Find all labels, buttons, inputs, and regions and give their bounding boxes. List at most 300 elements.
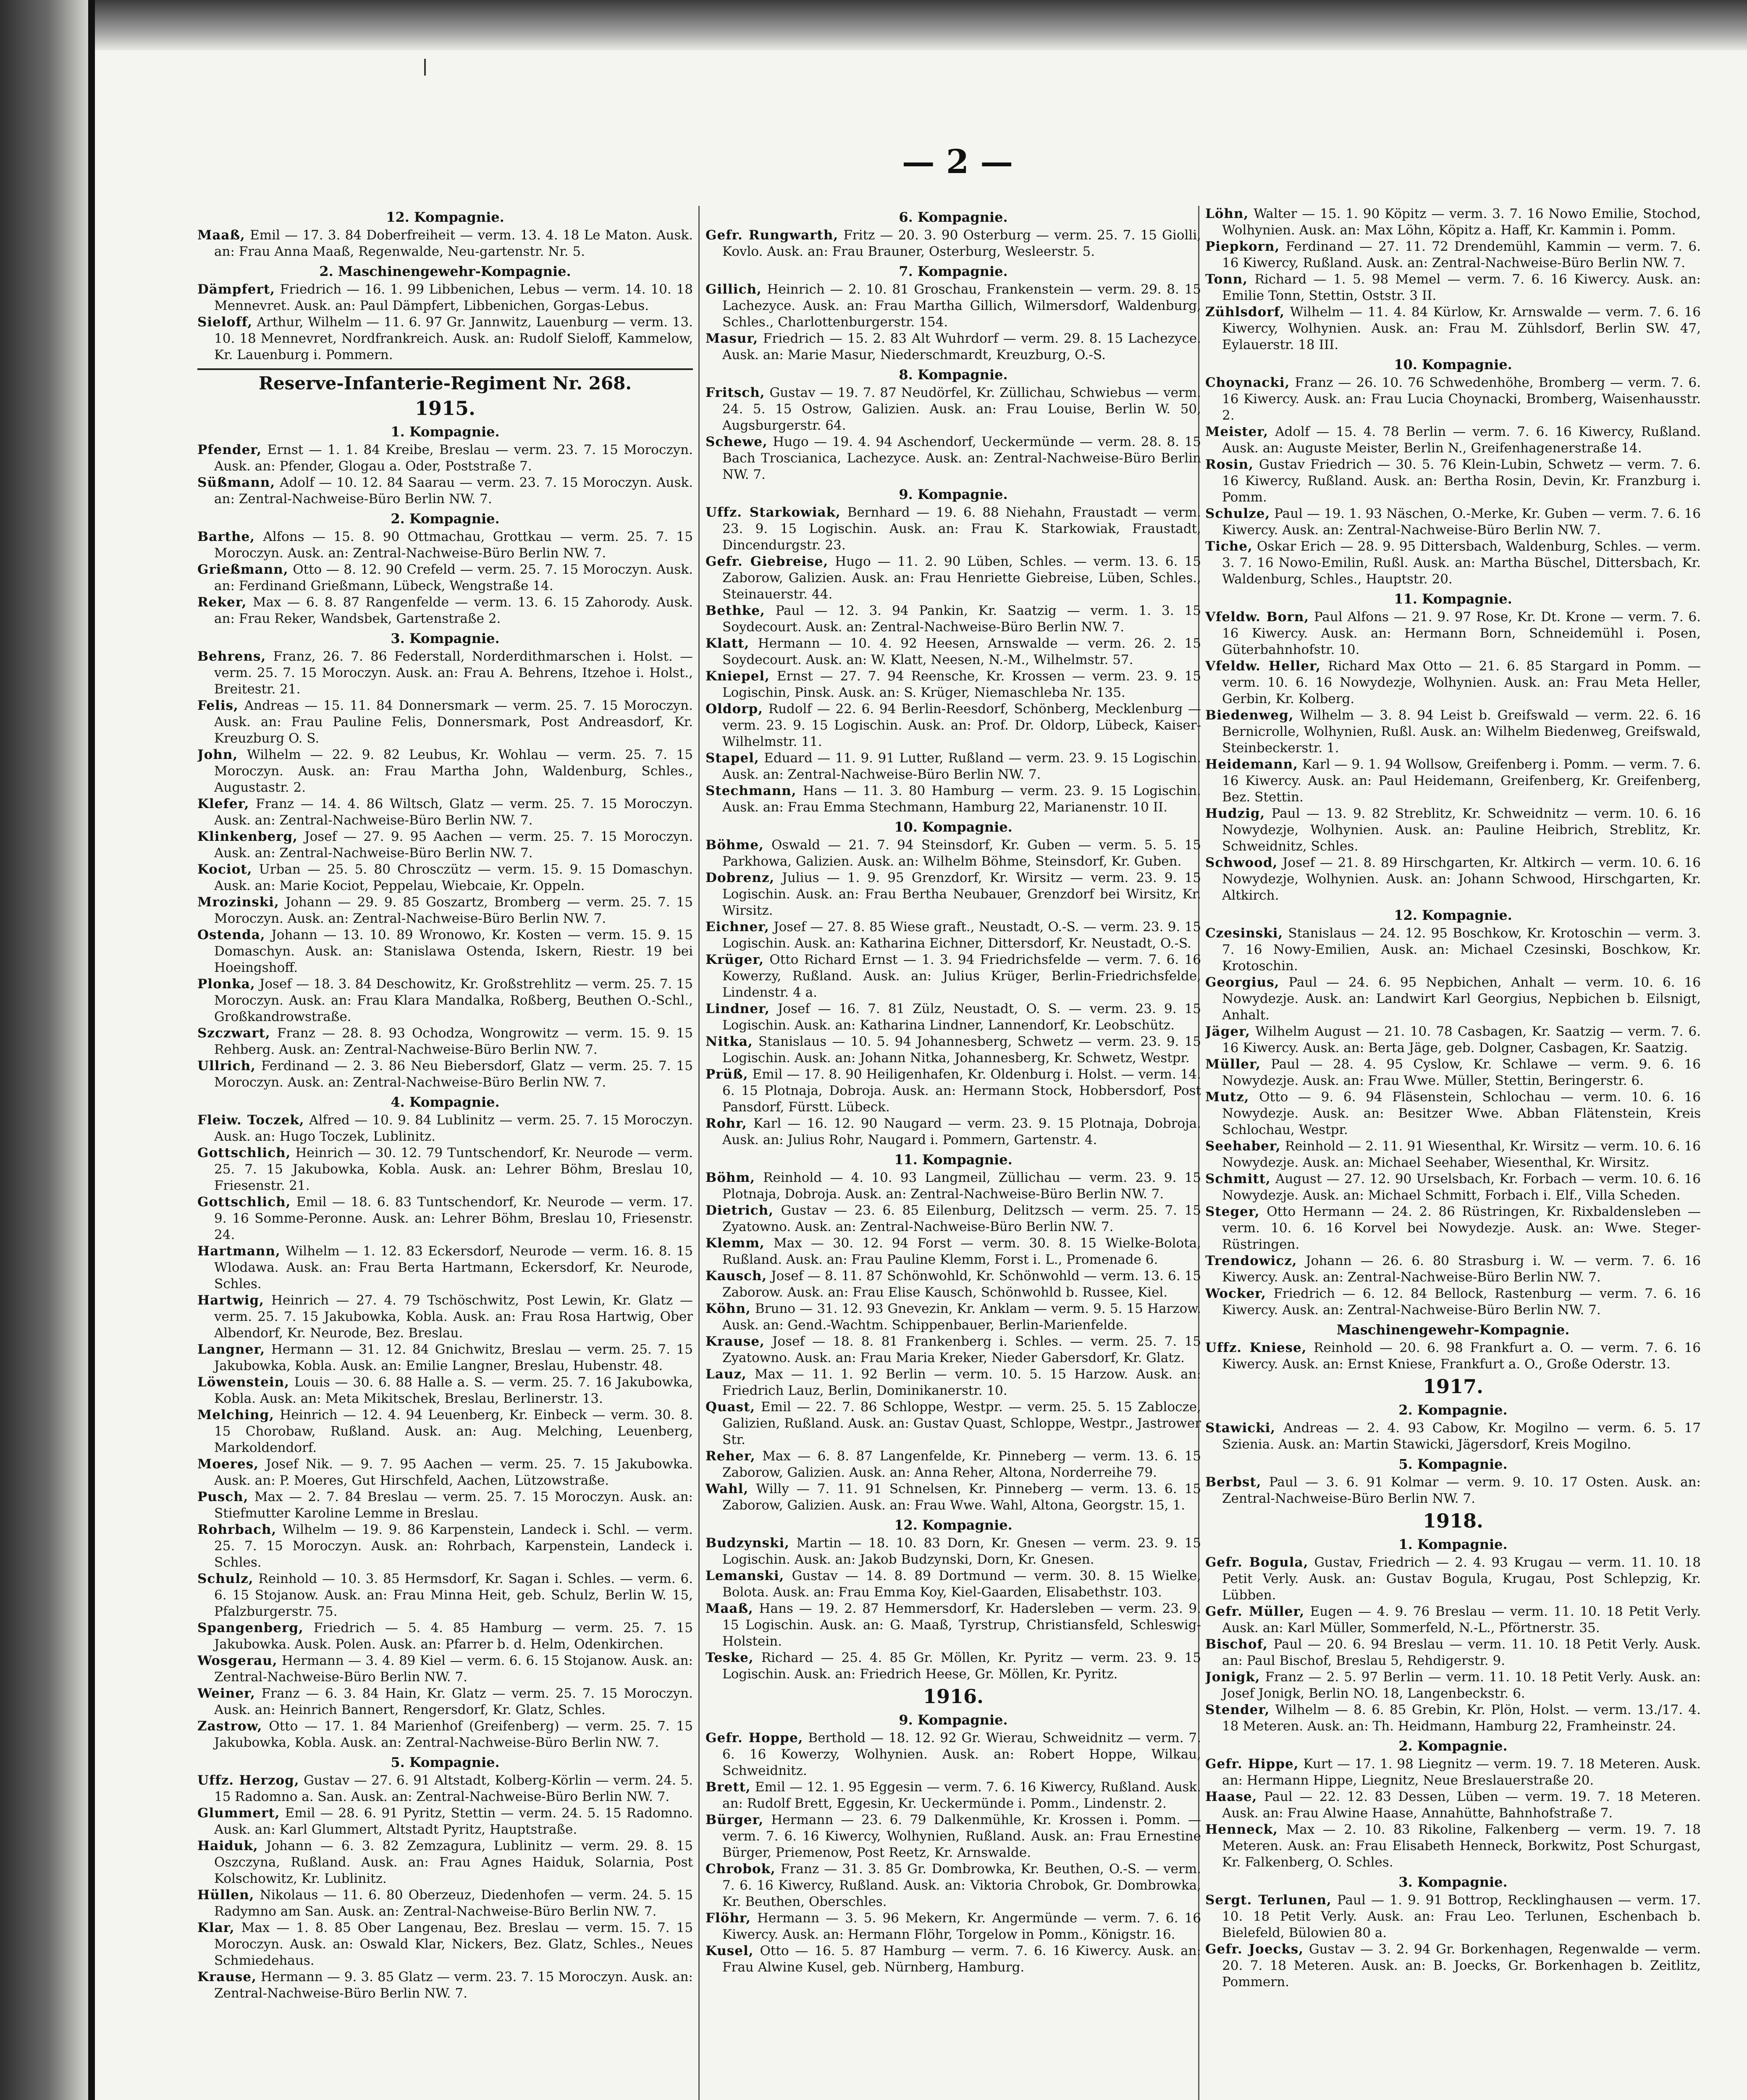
list-entry [197, 1685, 693, 1718]
entry-details: Bruno — 31. 12. 93 Gnevezin, Kr. Anklam — verm. 9. 5. 15 Harzow. Ausk. an: Gend.-Wachtm. Schippenbauer, Berlin-Marienfelde. [722, 1301, 1201, 1333]
entry-name: Löhn, [1205, 206, 1249, 221]
entry-details: Emil — 17. 3. 84 Doberfreiheit — verm. 13. 4. 18 Le Maton. Ausk. an: Frau Anna Maaß, Regenwalde, Neu-gartenstr. Nr. 5. [214, 228, 693, 259]
list-entry [706, 1170, 1201, 1202]
entry-details: Josef — 8. 11. 87 Schönwohld, Kr. Schönwohld — verm. 13. 6. 15 Zaborow. Ausk. an: Frau Elise Kausch, Schönwohld b. Russee, Kiel. [722, 1268, 1201, 1300]
entry-name: Lauz, [706, 1367, 747, 1382]
entry-details: Stanislaus — 24. 12. 95 Boschkow, Kr. Krotoschin — verm. 3. 7. 16 Nowy-Emilien, Ausk. an: Michael Czesinski, Boschkow, Kr. Krotoschin. [1222, 926, 1701, 974]
list-entry [1205, 304, 1701, 353]
list-entry [1205, 756, 1701, 806]
list-entry [197, 1571, 693, 1620]
list-entry [197, 861, 693, 894]
list-entry [197, 1243, 693, 1292]
list-entry [197, 442, 693, 475]
entry-name: Gefr. Rungwarth, [706, 228, 839, 243]
entry-name: Rohrbach, [197, 1522, 277, 1537]
entry-name: Nitka, [706, 1034, 753, 1049]
entry-name: Fritsch, [706, 385, 765, 400]
company-heading: 7. Kompagnie. [899, 263, 1008, 279]
entry-name: Hüllen, [197, 1887, 254, 1903]
list-entry [197, 1456, 693, 1489]
list-entry [1205, 375, 1701, 424]
entry-details: Paul — 13. 9. 82 Streblitz, Kr. Schweidnitz — verm. 10. 6. 16 Nowydezje, Wolhynien. Ausk. an: Pauline Heibrich, Streblitz, Kr. Schweidnitz, Schles. [1222, 806, 1701, 854]
entry-name: Hudzig, [1205, 806, 1265, 821]
company-heading: 12. Kompagnie. [894, 1517, 1013, 1533]
entry-name: Choynacki, [1205, 375, 1290, 390]
list-entry [706, 952, 1201, 1001]
list-entry [1205, 1702, 1701, 1735]
entry-details: Josef — 21. 8. 89 Hirschgarten, Kr. Altkirch — verm. 10. 6. 16 Nowydezje, Wolhynien. Ausk. an: Johann Schwood, Hirschgarten, Kr. Altkirch. [1222, 855, 1701, 903]
entry-details: Reinhold — 20. 6. 98 Frankfurt a. O. — verm. 7. 6. 16 Kiwercy. Ausk. an: Ernst Kniese, Frankfurt a. O., Große Oderstr. 13. [1222, 1340, 1701, 1372]
entry-name: Gefr. Müller, [1205, 1604, 1305, 1619]
list-entry [706, 1116, 1201, 1148]
entry-details: Paul — 24. 6. 95 Nepbichen, Anhalt — verm. 10. 6. 16 Nowydezje. Ausk. an: Landwirt Karl Georgius, Nepbichen b. Eilsnigt, Anhalt. [1222, 975, 1701, 1023]
entry-name: Dobrenz, [706, 870, 775, 885]
entry-details: Max — 11. 1. 92 Berlin — verm. 10. 5. 15 Harzow. Ausk. an: Friedrich Lauz, Berlin, Dominikanerstr. 10. [722, 1367, 1201, 1398]
entry-name: Prüß, [706, 1067, 748, 1082]
column-3 [1205, 206, 1701, 2100]
entry-name: Vfeldw. Heller, [1205, 659, 1321, 674]
entry-details: Heinrich — 2. 10. 81 Groschau, Frankenstein — verm. 29. 8. 15 Lachezyce. Ausk. an: Frau Martha Gillich, Wilmersdorf, Waldenburg, Schles., Charlottenburgerstr. 154. [722, 282, 1201, 330]
list-entry [197, 314, 693, 363]
list-entry [706, 1481, 1201, 1514]
entry-details: Rudolf — 22. 6. 94 Berlin-Reesdorf, Schönberg, Mecklenburg — verm. 23. 9. 15 Logischin. Ausk. an: Prof. Dr. Oldorp, Lübeck, Kaiser-Wilhelmstr. 11. [722, 701, 1201, 749]
list-entry [706, 1268, 1201, 1301]
entry-details: Gustav — 3. 2. 94 Gr. Borkenhagen, Regenwalde — verm. 20. 7. 18 Meteren. Ausk. an: B. Joecks, Gr. Borkenhagen b. Zeitlitz, Pommern. [1222, 1942, 1701, 1990]
list-entry [1205, 1554, 1701, 1604]
entry-name: Gottschlich, [197, 1194, 291, 1210]
entry-details: Hermann — 23. 6. 79 Dalkenmühle, Kr. Krossen i. Pomm. — verm. 7. 6. 16 Kiwercy, Wolhynien, Rußland. Ausk. an: Frau Ernestine Bürger, Priemenow, Post Reetz, Kr. Arnswalde. [722, 1812, 1201, 1860]
entry-name: Bethke, [706, 603, 765, 618]
entry-details: Wilhelm — 11. 4. 84 Kürlow, Kr. Arnswalde — verm. 7. 6. 16 Kiwercy, Wolhynien. Ausk. an: Frau M. Zühlsdorf, Berlin SW. 47, Eylauerstr. 18 III. [1222, 304, 1701, 352]
entry-name: Sergt. Terlunen, [1205, 1893, 1332, 1908]
entry-name: Dietrich, [706, 1203, 774, 1218]
list-entry [706, 1301, 1201, 1334]
list-entry [706, 668, 1201, 701]
list-entry [197, 1920, 693, 1969]
entry-details: Stanislaus — 10. 5. 94 Johannesberg, Schwetz — verm. 23. 9. 15 Logischin. Ausk. an: Johann Nitka, Johannesberg, Kr. Schwetz, Westpr. [722, 1034, 1201, 1066]
list-entry [197, 1522, 693, 1571]
entry-details: Paul Alfons — 21. 9. 97 Rose, Kr. Dt. Krone — verm. 7. 6. 16 Kiwercy. Ausk. an: Hermann Born, Schneidemühl i. Posen, Güterbahnhofstr. 10. [1222, 609, 1701, 657]
list-entry [1205, 609, 1701, 658]
entry-details: Friedrich — 16. 1. 99 Libbenichen, Lebus — verm. 14. 10. 18 Mennevret. Ausk. an: Paul Dämpfert, Libbenichen, Gorgas-Lebus. [214, 282, 693, 313]
entry-name: Ostenda, [197, 927, 265, 942]
entry-details: Gustav Friedrich — 30. 5. 76 Klein-Lubin, Schwetz — verm. 7. 6. 16 Kiwercy, Rußland. Ausk. an: Bertha Rosin, Devin, Kr. Franzburg i. Pomm. [1222, 457, 1701, 505]
list-entry [197, 475, 693, 507]
entry-name: Hartmann, [197, 1244, 281, 1259]
list-entry [706, 1399, 1201, 1448]
entry-name: Pusch, [197, 1489, 249, 1504]
entry-name: Mrozinski, [197, 895, 279, 910]
year-heading: 1916. [923, 1685, 984, 1708]
list-entry [197, 1374, 693, 1407]
entry-name: Uffz. Kniese, [1205, 1340, 1307, 1355]
list-entry [706, 701, 1201, 750]
entry-details: Julius — 1. 9. 95 Grenzdorf, Kr. Wirsitz — verm. 23. 9. 15 Logischin. Ausk. an: Frau Bertha Neubauer, Grenzdorf bei Wirsitz, Kr. Wirsitz. [722, 870, 1201, 918]
entry-name: Gefr. Hippe, [1205, 1756, 1299, 1772]
entry-details: Franz — 14. 4. 86 Wiltsch, Glatz — verm. 25. 7. 15 Moroczyn. Ausk. an: Zentral-Nachweise-Büro Berlin NW. 7. [214, 796, 693, 828]
list-entry [706, 434, 1201, 483]
entry-details: Adolf — 10. 12. 84 Saarau — verm. 23. 7. 15 Moroczyn. Ausk. an: Zentral-Nachweise-Büro Berlin NW. 7. [214, 475, 693, 507]
entry-name: Bischof, [1205, 1637, 1268, 1652]
entry-name: Hartwig, [197, 1293, 264, 1308]
entry-name: Schulze, [1205, 506, 1270, 521]
entry-details: Berthold — 18. 12. 92 Gr. Wierau, Schweidnitz — verm. 7. 6. 16 Kowerzy, Wolhynien. Ausk. an: Robert Hoppe, Wilkau, Schweidnitz. [722, 1730, 1201, 1778]
entry-name: Tiche, [1205, 539, 1253, 554]
entry-name: Zühlsdorf, [1205, 304, 1285, 320]
list-entry [1205, 424, 1701, 457]
list-entry [197, 529, 693, 562]
entry-name: Reker, [197, 595, 247, 610]
entry-name: Stender, [1205, 1702, 1270, 1717]
list-entry [197, 1058, 693, 1091]
entry-name: Behrens, [197, 649, 266, 664]
company-heading: 1. Kompagnie. [1398, 1536, 1508, 1552]
entry-name: Barthe, [197, 529, 255, 544]
entry-name: Krause, [706, 1334, 765, 1349]
list-entry [1205, 1024, 1701, 1056]
list-entry [197, 1341, 693, 1374]
entry-name: Schwood, [1205, 855, 1278, 870]
entry-name: Müller, [1205, 1057, 1261, 1072]
entry-name: Moeres, [197, 1457, 259, 1472]
company-heading: 2. Kompagnie. [1398, 1738, 1508, 1754]
list-entry [706, 1943, 1201, 1976]
list-entry [1205, 1636, 1701, 1669]
list-entry [197, 648, 693, 698]
list-entry [706, 837, 1201, 870]
entry-name: Czesinski, [1205, 926, 1283, 941]
list-entry [197, 1025, 693, 1058]
entry-name: Rohr, [706, 1116, 747, 1131]
entry-name: Schulz, [197, 1571, 254, 1586]
entry-name: Oldorp, [706, 701, 763, 717]
entry-details: Wilhelm — 19. 9. 86 Karpenstein, Landeck i. Schl. — verm. 25. 7. 15 Moroczyn. Ausk. an: Rohrbach, Karpenstein, Landeck i. Schles. [214, 1522, 693, 1570]
entry-name: Biedenweg, [1205, 708, 1294, 723]
list-entry [197, 796, 693, 829]
entry-details: Heinrich — 30. 12. 79 Tuntschendorf, Kr. Neurode — verm. 25. 7. 15 Jakubowka, Kobla. Ausk. an: Lehrer Böhm, Breslau 10, Friesenstr. 21. [214, 1145, 693, 1193]
entry-name: Bürger, [706, 1812, 764, 1827]
entry-details: Gustav — 14. 8. 89 Dortmund — verm. 30. 8. 15 Wielke, Bolota. Ausk. an: Frau Emma Koy, Kiel-Gaarden, Elisabethstr. 103. [722, 1568, 1201, 1600]
entry-details: Max — 2. 10. 83 Rikoline, Falkenberg — verm. 19. 7. 18 Meteren. Ausk. an: Frau Elisabeth Henneck, Borkwitz, Post Schurgast, Kr. Falkenberg, O. Schles. [1222, 1822, 1701, 1870]
regiment-heading: Reserve-Infanterie-Regiment Nr. 268. [197, 368, 693, 394]
entry-details: Wilhelm — 1. 12. 83 Eckersdorf, Neurode — verm. 16. 8. 15 Wlodawa. Ausk. an: Frau Berta Hartmann, Eckersdorf, Kr. Neurode, Schles. [214, 1244, 693, 1292]
list-entry [706, 554, 1201, 603]
entry-details: Hermann — 9. 3. 85 Glatz — verm. 23. 7. 15 Moroczyn. Ausk. an: Zentral-Nachweise-Büro Berlin NW. 7. [214, 1969, 693, 2001]
entry-details: Otto Hermann — 24. 2. 86 Rüstringen, Kr. Rixbaldensleben — verm. 10. 6. 16 Korvel bei Nowydezje. Ausk. an: Wwe. Steger-Rüstringen. [1222, 1204, 1701, 1252]
entry-details: Otto — 9. 6. 94 Fläsenstein, Schlochau — verm. 10. 6. 16 Nowydezje. Ausk. an: Besitzer Wwe. Abban Flätenstein, Kreis Schlochau, Westpr. [1222, 1089, 1701, 1137]
entry-details: Hermann — 10. 4. 92 Heesen, Arnswalde — verm. 26. 2. 15 Soydecourt. Ausk. an: W. Klatt, Neesen, N.-M., Wilhelmstr. 57. [722, 636, 1201, 667]
entry-name: Köhn, [706, 1301, 751, 1316]
company-heading: 2. Kompagnie. [391, 511, 500, 527]
entry-name: Jäger, [1205, 1024, 1251, 1039]
list-entry [197, 1772, 693, 1805]
entry-details: Wilhelm — 22. 9. 82 Leubus, Kr. Wohlau — verm. 25. 7. 15 Moroczyn. Ausk. an: Frau Martha John, Waldenburg, Schles., Augustastr. 2. [214, 747, 693, 795]
list-entry [197, 1718, 693, 1751]
entry-details: Emil — 12. 1. 95 Eggesin — verm. 7. 6. 16 Kiwercy, Rußland. Ausk. an: Rudolf Brett, Eggesin, Kr. Ueckermünde i. Pomm., Lindenstr. 2. [722, 1780, 1201, 1811]
entry-details: Alfred — 10. 9. 84 Lublinitz — verm. 25. 7. 15 Moroczyn. Ausk. an: Hugo Toczek, Lublinitz. [214, 1113, 693, 1144]
list-entry [1205, 1604, 1701, 1636]
entry-details: Hermann — 31. 12. 84 Gnichwitz, Breslau — verm. 25. 7. 15 Jakubowka, Kobla. Ausk. an: Emilie Langner, Breslau, Hubenstr. 48. [214, 1342, 693, 1373]
company-heading: 2. Kompagnie. [1398, 1402, 1508, 1418]
entry-name: Lemanski, [706, 1568, 784, 1583]
scan-edge-line [88, 0, 95, 2100]
year-heading: 1918. [1422, 1509, 1484, 1532]
entry-name: Teske, [706, 1650, 754, 1665]
company-heading: 11. Kompagnie. [1394, 591, 1512, 607]
entry-name: Henneck, [1205, 1822, 1278, 1837]
list-entry [706, 1535, 1201, 1568]
entry-details: Otto — 16. 5. 87 Hamburg — verm. 7. 6. 16 Kiwercy. Ausk. an: Frau Alwine Kusel, geb. Nürnberg, Hamburg. [722, 1943, 1201, 1975]
entry-name: Gefr. Joecks, [1205, 1942, 1304, 1957]
list-entry [706, 1448, 1201, 1481]
entry-name: Stechmann, [706, 783, 797, 798]
entry-details: Johann — 26. 6. 80 Strasburg i. W. — verm. 7. 6. 16 Kiwercy. Ausk. an: Zentral-Nachweise-Büro Berlin NW. 7. [1222, 1253, 1701, 1285]
list-entry [197, 1194, 693, 1243]
list-entry [1205, 1253, 1701, 1286]
entry-details: Johann — 29. 9. 85 Goszartz, Bromberg — verm. 25. 7. 15 Moroczyn. Ausk. an: Zentral-Nachweise-Büro Berlin NW. 7. [214, 895, 693, 926]
entry-name: Kociot, [197, 862, 252, 877]
entry-details: Emil — 17. 8. 90 Heiligenhafen, Kr. Oldenburg i. Holst. — verm. 14. 6. 15 Plotnaja, Dobroja. Ausk. an: Hermann Stock, Hobbersdorf, Post Pansdorf, Fürstt. Lübeck. [722, 1067, 1201, 1115]
company-heading: 2. Maschinengewehr-Kompagnie. [319, 263, 571, 279]
entry-name: Lindner, [706, 1001, 770, 1016]
entry-details: Richard Max Otto — 21. 6. 85 Stargard in Pomm. — verm. 10. 6. 16 Nowydezje, Wolhynien. Ausk. an: Frau Meta Heller, Gerbin, Kr. Kolberg. [1222, 659, 1701, 706]
entry-name: Klatt, [706, 636, 750, 651]
company-heading: 5. Kompagnie. [391, 1754, 500, 1770]
entry-name: Grießmann, [197, 562, 289, 577]
list-entry [1205, 1941, 1701, 1990]
page-header: — 2 — [902, 143, 1013, 181]
entry-name: Seehaber, [1205, 1139, 1281, 1154]
list-entry [1205, 1138, 1701, 1171]
entry-name: Kniepel, [706, 669, 770, 684]
list-entry [197, 1838, 693, 1887]
entry-name: Glummert, [197, 1806, 280, 1821]
entry-name: Reher, [706, 1449, 755, 1464]
entry-name: Heidemann, [1205, 757, 1298, 772]
entry-details: Paul — 12. 3. 94 Pankin, Kr. Saatzig — verm. 1. 3. 15 Soydecourt. Ausk. an: Zentral-Nachweise-Büro Berlin NW. 7. [722, 603, 1201, 635]
company-heading: 3. Kompagnie. [1398, 1874, 1508, 1890]
list-entry [706, 504, 1201, 554]
entry-name: Pfender, [197, 442, 262, 457]
entry-details: Reinhold — 10. 3. 85 Hermsdorf, Kr. Sagan i. Schles. — verm. 6. 6. 15 Stojanow. Ausk. an: Frau Minna Heit, geb. Schulz, Berlin W. 15, Pfalzburgerstr. 75. [214, 1571, 693, 1619]
entry-details: Ferdinand — 2. 3. 86 Neu Biebersdorf, Glatz — verm. 25. 7. 15 Moroczyn. Ausk. an: Zentral-Nachweise-Büro Berlin NW. 7. [214, 1058, 693, 1090]
list-entry [197, 698, 693, 747]
company-heading: 4. Kompagnie. [391, 1094, 500, 1110]
entry-details: Adolf — 15. 4. 78 Berlin — verm. 7. 6. 16 Kiwercy, Rußland. Ausk. an: Auguste Meister, Berlin N., Greifenhagenerstraße 14. [1222, 424, 1701, 456]
entry-name: Klefer, [197, 796, 249, 811]
entry-name: Klinkenberg, [197, 829, 298, 844]
entry-details: Hugo — 19. 4. 94 Aschendorf, Ueckermünde — verm. 28. 8. 15 Bach Troscianica, Lachezyce. Ausk. an: Zentral-Nachweise-Büro Berlin NW. 7. [722, 434, 1201, 482]
entry-name: Mutz, [1205, 1089, 1249, 1105]
list-entry [197, 227, 693, 260]
list-entry [706, 1812, 1201, 1861]
entry-name: John, [197, 747, 238, 762]
entry-name: Brett, [706, 1780, 751, 1795]
entry-details: Wilhelm — 8. 6. 85 Grebin, Kr. Plön, Holst. — verm. 13./17. 4. 18 Meteren. Ausk. an: Th. Heidmann, Hamburg 22, Framheinstr. 24. [1222, 1702, 1701, 1734]
company-heading: 1. Kompagnie. [391, 424, 500, 440]
entry-details: Paul — 19. 1. 93 Näschen, O.-Merke, Kr. Guben — verm. 7. 6. 16 Kiwercy. Ausk. an: Zentral-Nachweise-Büro Berlin NW. 7. [1222, 506, 1701, 538]
entry-name: Klar, [197, 1920, 235, 1935]
entry-details: Franz — 26. 10. 76 Schwedenhöhe, Bromberg — verm. 7. 6. 16 Kiwercy. Ausk. an: Frau Lucia Choynacki, Bromberg, Waisenhausstr. 2. [1222, 375, 1701, 423]
entry-name: Wahl, [706, 1481, 749, 1496]
entry-name: Maaß, [706, 1601, 753, 1616]
list-entry [1205, 1892, 1701, 1941]
list-entry [1205, 1171, 1701, 1204]
entry-name: Georgius, [1205, 975, 1280, 990]
list-entry [706, 1034, 1201, 1066]
entry-name: Berbst, [1205, 1475, 1262, 1490]
entry-details: Ferdinand — 27. 11. 72 Drendemühl, Kammin — verm. 7. 6. 16 Kiwercy, Rußland. Ausk. an: Zentral-Nachweise-Büro Berlin NW. 7. [1222, 239, 1701, 270]
entry-name: Haase, [1205, 1789, 1257, 1804]
list-entry [706, 1861, 1201, 1910]
entry-details: Otto — 8. 12. 90 Crefeld — verm. 25. 7. 15 Moroczyn. Ausk. an: Ferdinand Grießmann, Lübeck, Wengstraße 14. [214, 562, 693, 593]
list-entry [197, 1145, 693, 1194]
entry-name: Uffz. Starkowiak, [706, 505, 841, 520]
list-entry [1205, 506, 1701, 538]
list-entry [706, 1366, 1201, 1399]
year-heading: 1915. [414, 397, 476, 420]
entry-details: Max — 30. 12. 94 Forst — verm. 30. 8. 15 Wielke-Bolota, Rußland. Ausk. an: Frau Pauline Klemm, Forst i. L., Promenade 6. [722, 1236, 1201, 1267]
entry-details: Josef Nik. — 9. 7. 95 Aachen — verm. 25. 7. 15 Jakubowka. Ausk. an: P. Moeres, Gut Hirschfeld, Aachen, Lützowstraße. [214, 1457, 693, 1488]
list-entry [1205, 1756, 1701, 1789]
company-heading: 11. Kompagnie. [894, 1152, 1013, 1168]
entry-details: Richard — 1. 5. 98 Memel — verm. 7. 6. 16 Kiwercy. Ausk. an: Emilie Tonn, Stettin, Oststr. 3 II. [1222, 272, 1701, 303]
list-entry [1205, 239, 1701, 271]
entry-details: Josef — 18. 8. 81 Frankenberg i. Schles. — verm. 25. 7. 15 Zyatowno. Ausk. an: Frau Maria Kreker, Nieder Gabersdorf, Kr. Glatz. [722, 1334, 1201, 1365]
entry-details: Josef — 18. 3. 84 Deschowitz, Kr. Großstrehlitz — verm. 25. 7. 15 Moroczyn. Ausk. an: Frau Klara Mandalka, Roßberg, Beuthen O.-Schl., Großkandrowstraße. [214, 976, 693, 1024]
company-heading: 6. Kompagnie. [899, 209, 1008, 225]
entry-name: Vfeldw. Born, [1205, 609, 1309, 625]
entry-details: Paul — 3. 6. 91 Kolmar — verm. 9. 10. 17 Osten. Ausk. an: Zentral-Nachweise-Büro Berlin NW. 7. [1222, 1475, 1701, 1506]
entry-name: Budzynski, [706, 1536, 790, 1551]
entry-details: Otto Richard Ernst — 1. 3. 94 Friedrichsfelde — verm. 7. 6. 16 Kowerzy, Rußland. Ausk. an: Julius Krüger, Berlin-Friedrichsfelde, Lindenstr. 4 a. [722, 952, 1201, 1000]
entry-details: Eduard — 11. 9. 91 Lutter, Rußland — verm. 23. 9. 15 Logischin. Ausk. an: Zentral-Nachweise-Büro Berlin NW. 7. [722, 751, 1201, 782]
entry-details: Emil — 18. 6. 83 Tuntschendorf, Kr. Neurode — verm. 17. 9. 16 Somme-Peronne. Ausk. an: Lehrer Böhm, Breslau 10, Friesenstr. 24. [214, 1194, 693, 1242]
company-heading: 10. Kompagnie. [1394, 357, 1512, 373]
list-entry [706, 1601, 1201, 1650]
entry-name: Eichner, [706, 919, 769, 934]
entry-name: Sieloff, [197, 315, 253, 330]
list-entry [1205, 806, 1701, 855]
entry-name: Böhme, [706, 837, 764, 853]
list-entry [1205, 1789, 1701, 1822]
entry-details: Franz, 26. 7. 86 Federstall, Norderdithmarschen i. Holst. — verm. 25. 7. 15 Moroczyn. Ausk. an: Frau A. Behrens, Itzehoe i. Holst., Breitestr. 21. [214, 649, 693, 697]
list-entry [706, 603, 1201, 635]
list-entry [197, 562, 693, 594]
entry-details: Eugen — 4. 9. 76 Breslau — verm. 11. 10. 18 Petit Verly. Ausk. an: Karl Müller, Sommerfeld, N.-L., Pförtnerstr. 35. [1222, 1604, 1701, 1635]
list-entry [1205, 707, 1701, 756]
entry-name: Klemm, [706, 1236, 765, 1251]
entry-details: Hans — 11. 3. 80 Hamburg — verm. 23. 9. 15 Logischin. Ausk. an: Frau Emma Stechmann, Hamburg 22, Marianenstr. 10 II. [722, 783, 1201, 815]
entry-name: Quast, [706, 1399, 755, 1415]
list-entry [197, 1292, 693, 1341]
list-entry [706, 331, 1201, 363]
entry-details: Josef — 27. 8. 85 Wiese graft., Neustadt, O.-S. — verm. 23. 9. 15 Logischin. Ausk. an: Katharina Eichner, Dittersdorf, Kr. Neustadt, O.-S. [722, 919, 1201, 951]
entry-details: Paul — 28. 4. 95 Cyslow, Kr. Schlawe — verm. 9. 6. 16 Nowydezje. Ausk. an: Frau Wwe. Müller, Stettin, Beringerstr. 6. [1222, 1057, 1701, 1088]
entry-name: Langner, [197, 1342, 265, 1357]
entry-details: Urban — 25. 5. 80 Chrosczütz — verm. 15. 9. 15 Domaschyn. Ausk. an: Marie Kociot, Peppelau, Wiebcaie, Kr. Oppeln. [214, 862, 693, 893]
list-entry [1205, 457, 1701, 506]
entry-name: Kusel, [706, 1943, 754, 1958]
entry-details: Oskar Erich — 28. 9. 95 Dittersbach, Waldenburg, Schles. — verm. 3. 7. 16 Nowo-Emilin, Rußl. Ausk. an: Martha Büschel, Dittersbach, Kr. Waldenburg, Schles., Hauptstr. 20. [1222, 539, 1701, 587]
entry-name: Kausch, [706, 1268, 767, 1284]
entry-name: Tonn, [1205, 272, 1248, 287]
entry-name: Schewe, [706, 434, 768, 449]
entry-name: Weiner, [197, 1686, 255, 1701]
entry-details: Otto — 17. 1. 84 Marienhof (Greifenberg) — verm. 25. 7. 15 Jakubowka, Kobla. Ausk. an: Zentral-Nachweise-Büro Berlin NW. 7. [214, 1719, 693, 1750]
list-entry [197, 1887, 693, 1920]
list-entry [706, 750, 1201, 783]
entry-details: Heinrich — 27. 4. 79 Tschöschwitz, Post Lewin, Kr. Glatz — verm. 25. 7. 15 Jakubowka, Kobla. Ausk. an: Frau Rosa Hartwig, Ober Albendorf, Kr. Neurode, Bez. Breslau. [214, 1293, 693, 1341]
entry-name: Krüger, [706, 952, 764, 967]
entry-details: Oswald — 21. 7. 94 Steinsdorf, Kr. Guben — verm. 5. 5. 15 Parkhowa, Galizien. Ausk. an: Wilhelm Böhme, Steinsdorf, Kr. Guben. [722, 837, 1201, 869]
list-entry [197, 1653, 693, 1685]
entry-details: Bernhard — 19. 6. 88 Niehahn, Fraustadt — verm. 23. 9. 15 Logischin. Ausk. an: Frau K. Starkowiak, Fraustadt, Dincendurgstr. 23. [722, 505, 1201, 553]
list-entry [197, 1805, 693, 1838]
list-entry [1205, 538, 1701, 588]
column-divider [698, 206, 700, 2100]
entry-name: Dämpfert, [197, 282, 275, 297]
entry-details: Willy — 7. 11. 91 Schnelsen, Kr. Pinneberg — verm. 13. 6. 15 Zaborow, Galizien. Ausk. an: Frau Wwe. Wahl, Altona, Georgstr. 15, 1. [722, 1481, 1201, 1513]
list-entry [706, 1910, 1201, 1943]
company-heading: 12. Kompagnie. [1394, 907, 1512, 923]
company-heading: 8. Kompagnie. [899, 367, 1008, 383]
list-entry [1205, 271, 1701, 304]
entry-name: Gottschlich, [197, 1145, 291, 1160]
entry-details: Richard — 25. 4. 85 Gr. Möllen, Kr. Pyritz — verm. 23. 9. 15 Logischin. Ausk. an: Friedrich Heese, Gr. Möllen, Kr. Pyritz. [722, 1650, 1201, 1682]
list-entry [197, 894, 693, 927]
entry-details: Arthur, Wilhelm — 11. 6. 97 Gr. Jannwitz, Lauenburg — verm. 13. 10. 18 Mennevret, Nordfrankreich. Ausk. an: Rudolf Sieloff, Kammelow, Kr. Lauenburg i. Pommern. [214, 315, 693, 362]
entry-details: Paul — 1. 9. 91 Bottrop, Recklinghausen — verm. 17. 10. 18 Petit Verly. Ausk. an: Frau Leo. Terlunen, Eschenbach b. Bielefeld, Bülowien 80 a. [1222, 1893, 1701, 1940]
list-entry [1205, 658, 1701, 707]
entry-details: Walter — 15. 1. 90 Köpitz — verm. 3. 7. 16 Nowo Emilie, Stochod, Wolhynien. Ausk. an: Max Löhn, Köpitz a. Haff, Kr. Kammin i. Pomm. [1222, 206, 1701, 238]
entry-details: Hermann — 3. 4. 89 Kiel — verm. 6. 6. 15 Stojanow. Ausk. an: Zentral-Nachweise-Büro Berlin NW. 7. [214, 1653, 693, 1685]
list-entry [1205, 925, 1701, 974]
list-entry [706, 783, 1201, 816]
entry-details: Max — 1. 8. 85 Ober Langenau, Bez. Breslau — verm. 15. 7. 15 Moroczyn. Ausk. an: Oswald Klar, Nickers, Bez. Glatz, Schles., Neues Schmiedehaus. [214, 1920, 693, 1968]
entry-details: Franz — 31. 3. 85 Gr. Dombrowka, Kr. Beuthen, O.-S. — verm. 7. 6. 16 Kiwercy, Rußland. Ausk. an: Viktoria Chrobok, Gr. Dombrowka, Kr. Beuthen, Oberschles. [722, 1861, 1201, 1909]
scan-shadow-top [0, 0, 1747, 50]
entry-details: Andreas — 15. 11. 84 Donnersmark — verm. 25. 7. 15 Moroczyn. Ausk. an: Frau Pauline Felis, Donnersmark, Post Andreasdorf, Kr. Kreuzburg O. S. [214, 698, 693, 746]
entry-name: Wocker, [1205, 1286, 1266, 1301]
entry-name: Rosin, [1205, 457, 1254, 472]
entry-name: Fleiw. Toczek, [197, 1113, 304, 1128]
list-entry [706, 1334, 1201, 1366]
company-heading: 9. Kompagnie. [899, 1712, 1008, 1728]
entry-details: Nikolaus — 11. 6. 80 Oberzeuz, Diedenhofen — verm. 24. 5. 15 Radymno am San. Ausk. an: Zentral-Nachweise-Büro Berlin NW. 7. [214, 1887, 693, 1919]
entry-name: Maaß, [197, 228, 245, 243]
entry-details: Karl — 16. 12. 90 Naugard — verm. 23. 9. 15 Plotnaja, Dobroja. Ausk. an: Julius Rohr, Naugard i. Pommern, Gartenstr. 4. [722, 1116, 1201, 1147]
entry-name: Felis, [197, 698, 239, 713]
list-entry [706, 1202, 1201, 1235]
entry-name: Gefr. Bogula, [1205, 1555, 1309, 1570]
list-entry [1205, 1822, 1701, 1871]
list-entry [706, 281, 1201, 331]
list-entry [706, 1568, 1201, 1601]
company-heading: 3. Kompagnie. [391, 630, 500, 646]
list-entry [1205, 1420, 1701, 1453]
entry-name: Zastrow, [197, 1719, 262, 1734]
entry-name: Wosgerau, [197, 1653, 278, 1668]
column-2 [706, 206, 1201, 2100]
entry-details: Franz — 28. 8. 93 Ochodza, Wongrowitz — verm. 15. 9. 15 Rehberg. Ausk. an: Zentral-Nachweise-Büro Berlin NW. 7. [214, 1026, 693, 1057]
entry-details: Josef — 27. 9. 95 Aachen — verm. 25. 7. 15 Moroczyn. Ausk. an: Zentral-Nachweise-Büro Berlin NW. 7. [214, 829, 693, 861]
list-entry [706, 919, 1201, 952]
entry-details: Franz — 6. 3. 84 Hain, Kr. Glatz — verm. 25. 7. 15 Moroczyn. Ausk. an: Heinrich Bannert, Rengersdorf, Kr. Glatz, Schles. [214, 1686, 693, 1717]
entry-name: Stapel, [706, 751, 759, 766]
entry-details: Max — 6. 8. 87 Rangenfelde — verm. 13. 6. 15 Zahorody. Ausk. an: Frau Reker, Wandsbek, Gartenstraße 2. [214, 595, 693, 626]
entry-details: Gustav — 19. 7. 87 Neudörfel, Kr. Züllichau, Schwiebus — verm. 24. 5. 15 Ostrow, Galizien. Ausk. an: Frau Louise, Berlin W. 50, Augsburgerstr. 64. [722, 385, 1201, 433]
